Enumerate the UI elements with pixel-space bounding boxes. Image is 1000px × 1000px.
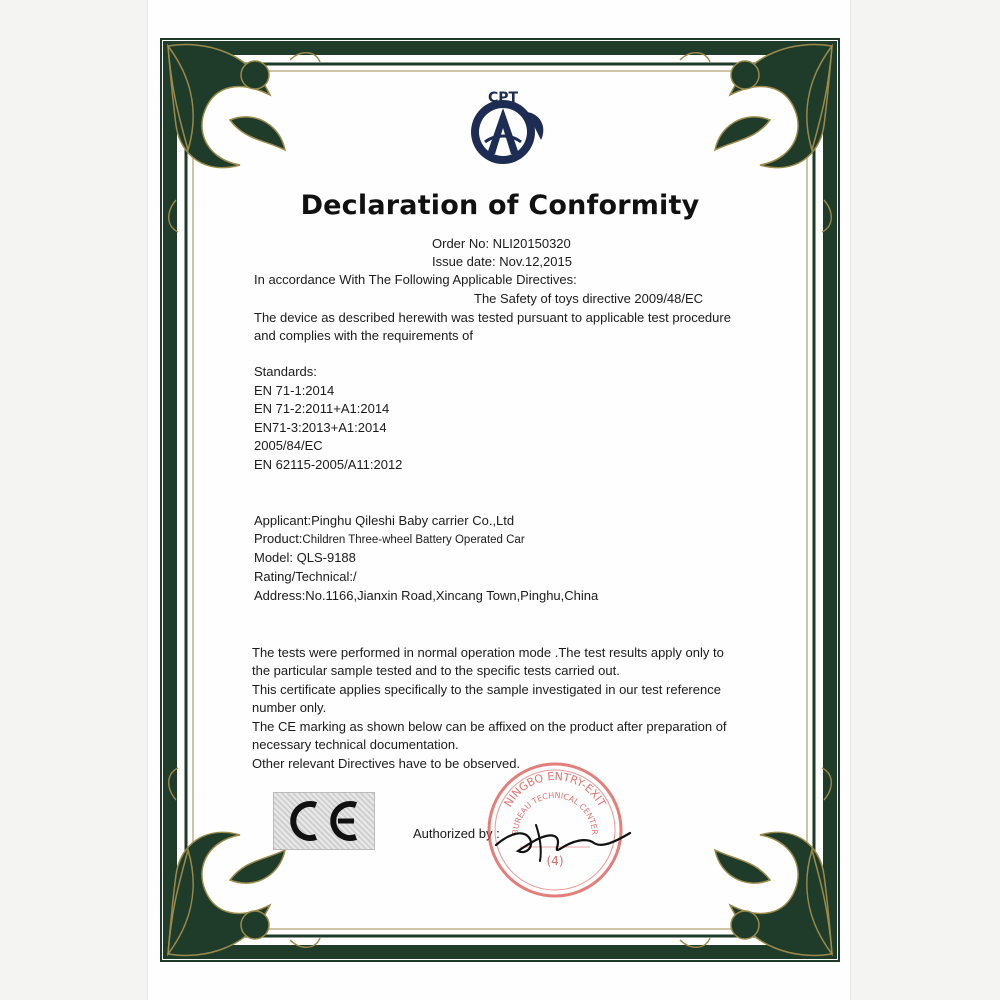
order-number: Order No: NLI20150320: [432, 236, 571, 251]
standard-item: 2005/84/EC: [254, 438, 323, 453]
rating-technical: Rating/Technical:/: [254, 569, 357, 584]
ce-marking-line-2: necessary technical documentation.: [252, 737, 459, 752]
standard-item: EN 71-2:2011+A1:2014: [254, 401, 390, 416]
standards-label: Standards:: [254, 364, 317, 379]
ce-mark: [273, 792, 375, 850]
authorized-by-label: Authorized by :: [413, 826, 500, 841]
standard-item: EN 62115-2005/A11:2012: [254, 457, 403, 472]
tests-line-2: the particular sample tested and to the specific tests carried out.: [252, 663, 620, 678]
tests-line-1: The tests were performed in normal operation mode .The test results apply only to: [252, 645, 724, 660]
device-line-2: and complies with the requirements of: [254, 328, 473, 343]
signature: [490, 815, 640, 865]
cpt-logo: [455, 88, 555, 170]
device-line-1: The device as described herewith was tested pursuant to applicable test procedure: [254, 310, 731, 325]
certificate-line-2: number only.: [252, 700, 327, 715]
ce-marking-line-1: The CE marking as shown below can be affixed on the product after preparation of: [252, 719, 727, 734]
issue-date: Issue date: Nov.12,2015: [432, 254, 572, 269]
product-label: Product:: [254, 531, 303, 546]
ce-mark-text: CE: [282, 799, 284, 800]
standard-item: EN 71-1:2014: [254, 383, 335, 398]
address: Address:No.1166,Jianxin Road,Xincang Town,Pinghu,China: [254, 588, 599, 603]
directives-intro: In accordance With The Following Applicable Directives:: [254, 272, 577, 287]
applicant: Applicant:Pinghu Qileshi Baby carrier Co.,Ltd: [254, 513, 515, 528]
standard-item: EN71-3:2013+A1:2014: [254, 420, 387, 435]
model: Model: QLS-9188: [254, 550, 356, 565]
directive: The Safety of toys directive 2009/48/EC: [474, 291, 704, 306]
product: [254, 530, 525, 549]
ce-mark-icon: [282, 799, 366, 843]
seal-number: (4): [546, 854, 564, 868]
other-directives: Other relevant Directives have to be observed.: [252, 756, 521, 771]
logo-text: CPT: [487, 90, 519, 106]
seal-outer-text: NINGBO ENTRY-EXIT: [501, 769, 609, 810]
document-title: Declaration of Conformity: [300, 190, 700, 221]
seal-inner-text: BUREAU TECHNICAL CENTER: [510, 790, 600, 836]
product-value: Children Three-wheel Battery Operated Car: [302, 534, 525, 546]
certificate-line-1: This certificate applies specifically to the sample investigated in our test reference: [252, 682, 721, 697]
